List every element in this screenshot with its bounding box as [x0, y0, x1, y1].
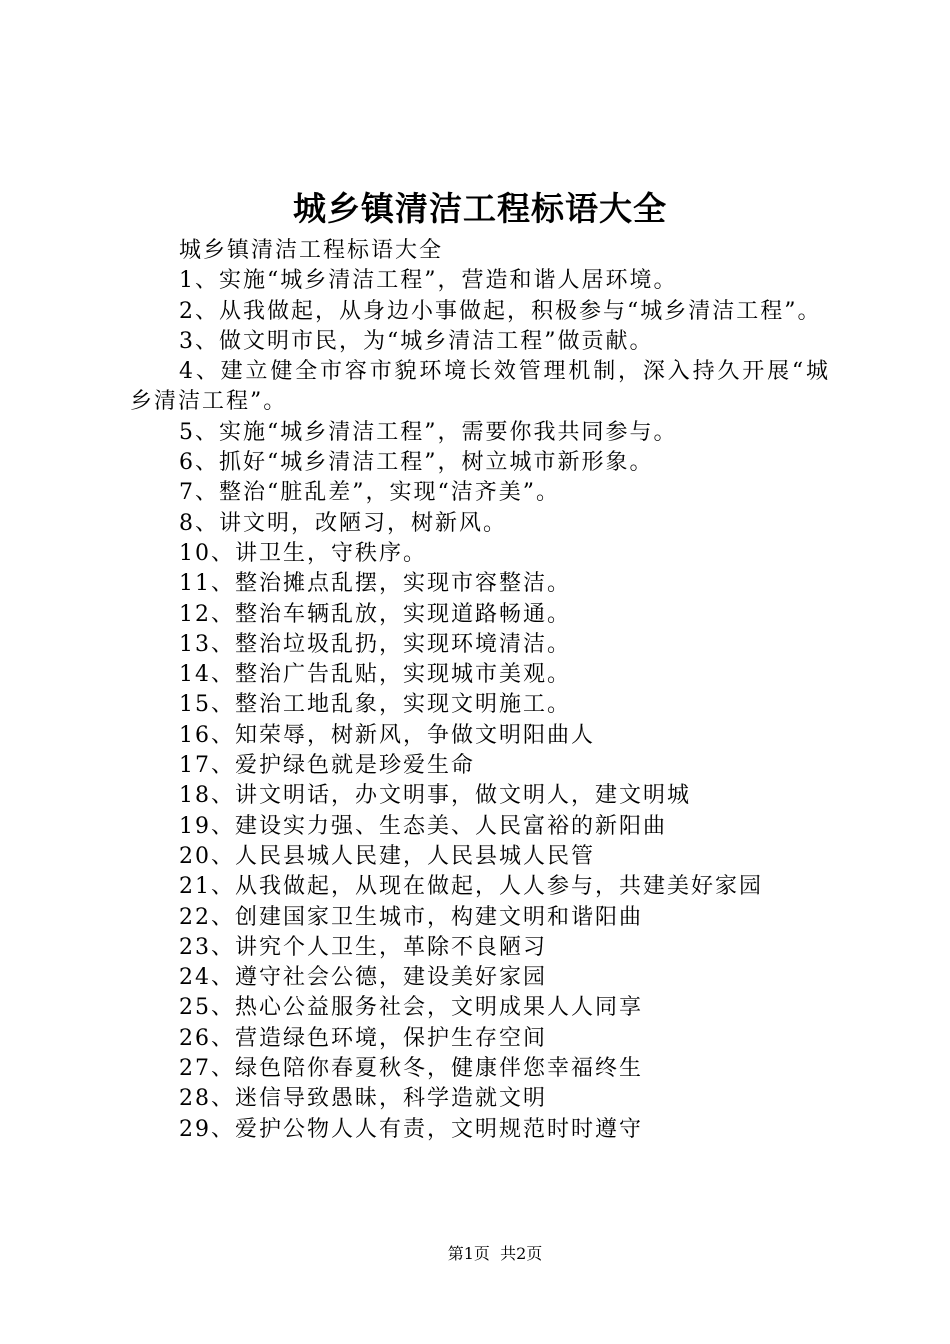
slogan-item: 2、从我做起，从身边小事做起，积极参与“城乡清洁工程”。 — [179, 298, 822, 324]
slogan-item: 22、创建国家卫生城市，构建文明和谐阳曲 — [179, 904, 643, 930]
slogan-item: 29、爱护公物人人有责，文明规范时时遵守 — [179, 1116, 643, 1142]
page-number: 第1页 共2页 — [447, 1244, 543, 1263]
slogan-item: 25、热心公益服务社会，文明成果人人同享 — [179, 995, 643, 1021]
slogan-item: 4、建立健全市容市貌环境长效管理机制，深入持久开展“城乡清洁工程”。 — [130, 359, 830, 415]
slogan-item: 7、整治“脏乱差”，实现“洁齐美”。 — [179, 480, 560, 506]
document-body — [130, 236, 830, 1145]
slogan-item: 11、整治摊点乱摆，实现市容整洁。 — [179, 571, 571, 597]
paragraph: 城乡镇清洁工程标语大全 — [179, 238, 444, 263]
slogan-item: 19、建设实力强、生态美、人民富裕的新阳曲 — [179, 813, 667, 839]
slogan-item: 21、从我做起，从现在做起，人人参与，共建美好家园 — [179, 874, 763, 900]
slogan-item: 8、讲文明，改陋习，树新风。 — [179, 510, 507, 536]
page-footer — [0, 1243, 950, 1265]
slogan-item: 28、迷信导致愚昧，科学造就文明 — [179, 1086, 547, 1112]
slogan-item: 23、讲究个人卫生，革除不良陋习 — [179, 934, 547, 960]
document-title: 城乡镇清洁工程标语大全 — [293, 189, 667, 228]
slogan-item: 14、整治广告乱贴，实现城市美观。 — [179, 662, 571, 688]
slogan-item: 16、知荣辱，树新风，争做文明阳曲人 — [179, 722, 595, 748]
slogan-item: 26、营造绿色环境，保护生存空间 — [179, 1025, 547, 1051]
slogan-item: 12、整治车辆乱放，实现道路畅通。 — [179, 601, 571, 627]
slogan-item: 17、爱护绿色就是珍爱生命 — [179, 753, 475, 779]
slogan-item: 20、人民县城人民建，人民县城人民管 — [179, 843, 595, 869]
slogan-item: 24、遵守社会公德，建设美好家园 — [179, 965, 547, 991]
slogan-item: 3、做文明市民，为“城乡清洁工程”做贡献。 — [179, 328, 654, 354]
slogan-item: 6、抓好“城乡清洁工程”，树立城市新形象。 — [179, 450, 654, 476]
slogan-item: 15、整治工地乱象，实现文明施工。 — [179, 692, 571, 718]
slogan-item: 13、整治垃圾乱扔，实现环境清洁。 — [179, 631, 571, 657]
slogan-item: 1、实施“城乡清洁工程”，营造和谐人居环境。 — [179, 268, 678, 294]
slogan-item: 5、实施“城乡清洁工程”，需要你我共同参与。 — [179, 419, 678, 445]
slogan-item: 10、讲卫生，守秩序。 — [179, 540, 427, 566]
slogan-item: 18、讲文明话，办文明事，做文明人，建文明城 — [179, 783, 691, 809]
slogan-item: 27、绿色陪你春夏秋冬，健康伴您幸福终生 — [179, 1056, 643, 1082]
